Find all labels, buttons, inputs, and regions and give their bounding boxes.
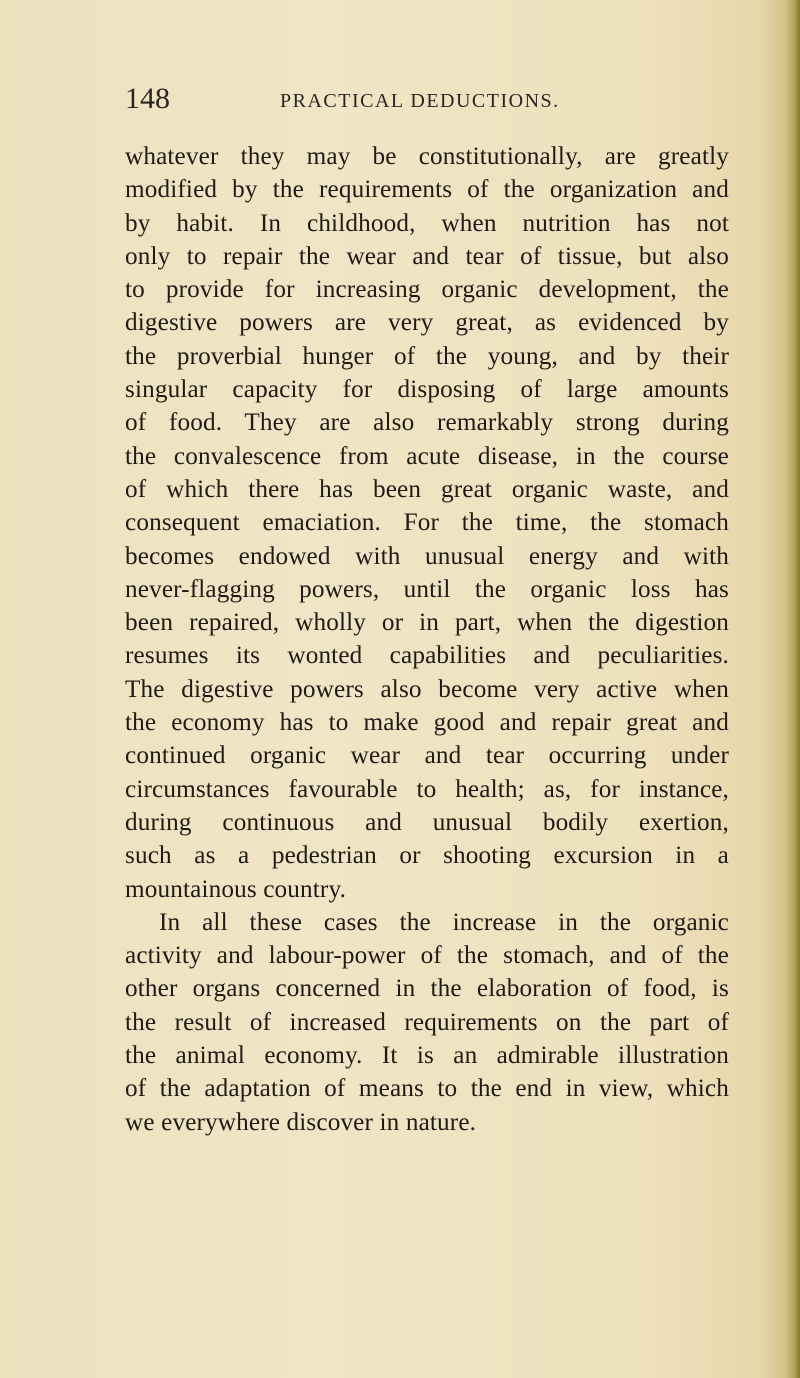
text-line: the animal economy. It is an admirable illustration bbox=[125, 1042, 729, 1070]
page-header bbox=[125, 82, 725, 122]
text-line: the proverbial hunger of the young, and by their bbox=[125, 342, 729, 370]
text-line: during continuous and unusual bodily exertion, bbox=[125, 808, 729, 836]
text-line: In all these cases the increase in the organic bbox=[159, 908, 729, 936]
text-line: continued organic wear and tear occurring under bbox=[125, 742, 729, 770]
text-line: becomes endowed with unusual energy and with bbox=[125, 542, 729, 570]
text-line: modified by the requirements of the organization and bbox=[125, 176, 729, 204]
text-line: the convalescence from acute disease, in the course bbox=[125, 442, 729, 470]
text-line: of which there has been great organic waste, and bbox=[125, 475, 729, 503]
text-line: the result of increased requirements on the part of bbox=[125, 1008, 729, 1036]
page-number: 148 bbox=[125, 82, 170, 115]
text-line: never-flagging powers, until the organic loss has bbox=[125, 575, 729, 603]
text-line: mountainous country. bbox=[125, 875, 347, 903]
text-line: of the adaptation of means to the end in view, which bbox=[125, 1075, 729, 1103]
text-line: resumes its wonted capabilities and peculiarities. bbox=[125, 642, 729, 670]
text-line: activity and labour-power of the stomach, and of the bbox=[125, 942, 729, 970]
text-line: consequent emaciation. For the time, the stomach bbox=[125, 509, 729, 537]
text-line: other organs concerned in the elaboration of food, is bbox=[125, 975, 729, 1003]
text-line: digestive powers are very great, as evidenced by bbox=[125, 309, 729, 337]
text-line: only to repair the wear and tear of tissue, but also bbox=[125, 242, 729, 270]
text-line: circumstances favourable to health; as, for instance, bbox=[125, 775, 729, 803]
text-line: to provide for increasing organic development, the bbox=[125, 276, 729, 304]
text-line: the economy has to make good and repair great and bbox=[125, 709, 729, 737]
text-line: The digestive powers also become very active when bbox=[125, 675, 729, 703]
text-line: by habit. In childhood, when nutrition has not bbox=[125, 209, 729, 237]
text-line: singular capacity for disposing of large amounts bbox=[125, 376, 729, 404]
text-line: such as a pedestrian or shooting excursion in a bbox=[125, 842, 729, 870]
text-line: whatever they may be constitutionally, are greatly bbox=[125, 143, 729, 170]
page-edge-shadow bbox=[786, 0, 800, 1378]
text-line: we everywhere discover in nature. bbox=[125, 1108, 477, 1136]
body-text bbox=[125, 140, 729, 1139]
text-line: of food. They are also remarkably strong during bbox=[125, 409, 729, 437]
running-head: PRACTICAL DEDUCTIONS. bbox=[280, 90, 560, 112]
paragraph-1 bbox=[125, 140, 729, 906]
text-line: been repaired, wholly or in part, when the digestion bbox=[125, 609, 729, 637]
paragraph-2 bbox=[125, 906, 729, 1139]
